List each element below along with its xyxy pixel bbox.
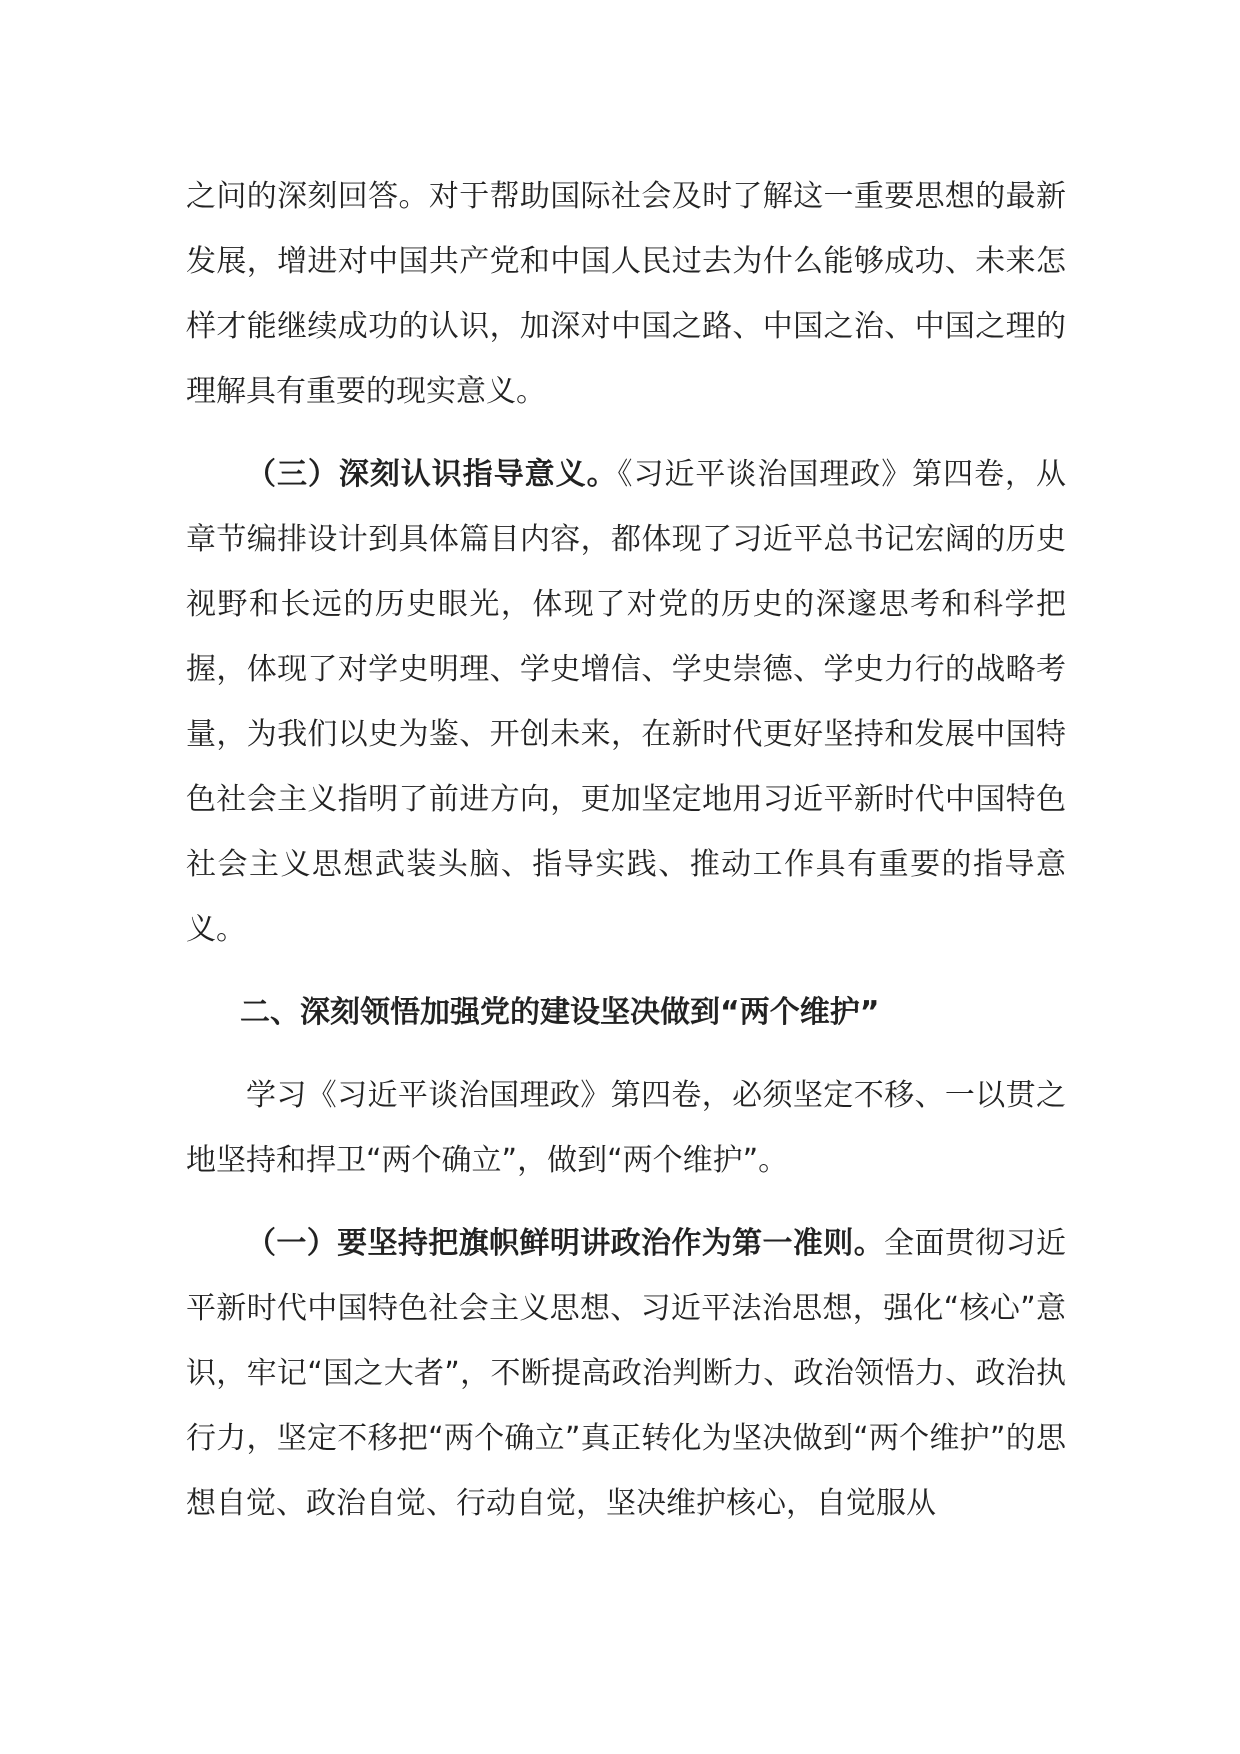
- paragraph-guiding-significance: [186, 442, 1066, 962]
- paragraph-text: 《习近平谈治国理政》第四卷，从章节编排设计到具体篇目内容，都体现了习近平总书记宏阔的历史视野和长远的历史眼光，体现了对党的历史的深邃思考和科学把握，体现了对学史明理、学史增信、学史崇德、学史力行的战略考量，为我们以史为鉴、开创未来，在新时代更好坚持和发展中国特色社会主义指明了前进方向，更加坚定地用习近平新时代中国特色社会主义思想武装头脑、指导实践、推动工作具有重要的指导意义。: [186, 457, 1067, 947]
- section-heading: 二、深刻领悟加强党的建设坚决做到“两个维护”: [240, 995, 880, 1030]
- paragraph-continuation: [186, 164, 1066, 424]
- paragraph-lead-heading: （三）深刻认识指导意义。: [246, 457, 618, 492]
- paragraph-text: 之问的深刻回答。对于帮助国际社会及时了解这一重要思想的最新发展，增进对中国共产党和中国人民过去为什么能够成功、未来怎样才能继续成功的认识，加深对中国之路、中国之治、中国之理的理解具有重要的现实意义。: [186, 179, 1066, 409]
- paragraph-political-principle: [186, 1211, 1066, 1536]
- paragraph-study-intro: [186, 1063, 1066, 1193]
- paragraph-text: 全面贯彻习近平新时代中国特色社会主义思想、习近平法治思想，强化“核心”意识，牢记“国之大者”，不断提高政治判断力、政治领悟力、政治执行力，坚定不移把“两个确立”真正转化为坚决做到“两个维护”的思想自觉、政治自觉、行动自觉，坚决维护核心，自觉服从: [186, 1226, 1067, 1521]
- paragraph-lead-heading: （一）要坚持把旗帜鲜明讲政治作为第一准则。: [246, 1226, 885, 1261]
- paragraph-text: 学习《习近平谈治国理政》第四卷，必须坚定不移、一以贯之地坚持和捍卫“两个确立”，做到“两个维护”。: [186, 1078, 1066, 1178]
- document-body: [186, 164, 1066, 1554]
